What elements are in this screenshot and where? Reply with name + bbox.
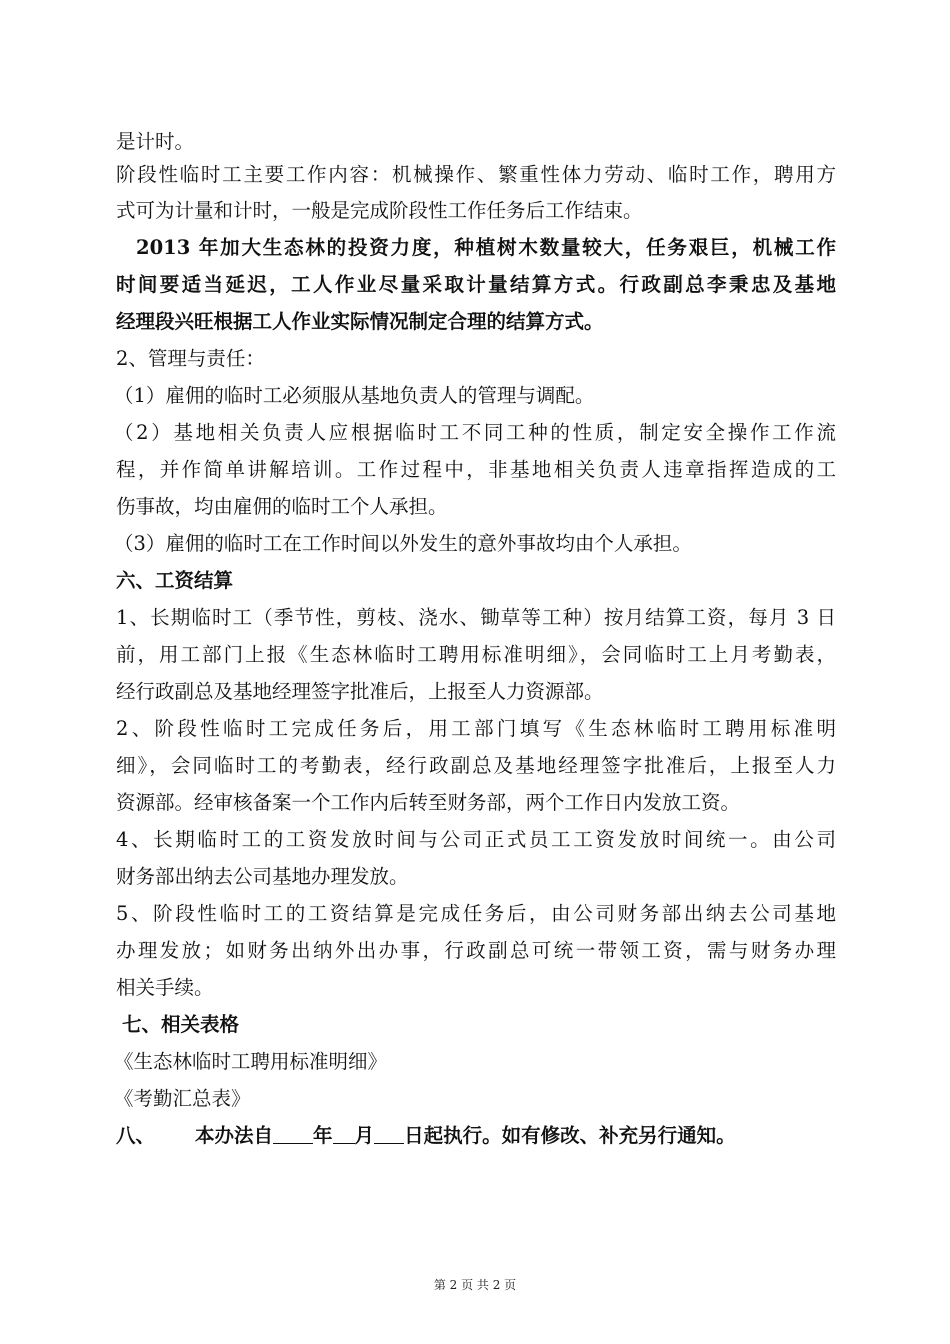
bold-paragraph-line: 经理段兴旺根据工人作业实际情况制定合理的结算方式。: [116, 310, 604, 333]
text-line: 阶段性临时工主要工作内容：机械操作、繁重性体力劳动、临时工作，聘用方: [116, 163, 836, 186]
text-line: 财务部出纳去公司基地办理发放。: [116, 865, 409, 888]
blank-day: [374, 1121, 404, 1144]
clause-text: 年: [313, 1124, 333, 1147]
section-heading: 七、相关表格: [122, 1013, 240, 1036]
blank-month: [333, 1121, 355, 1144]
list-item: 1、长期临时工（季节性，剪枝、浇水、锄草等工种）按月结算工资，每月 3 日: [116, 606, 836, 629]
form-title: 《考勤汇总表》: [114, 1087, 251, 1110]
list-item: 5、阶段性临时工的工资结算是完成任务后，由公司财务部出纳去公司基地: [116, 902, 836, 925]
text-line: 办理发放；如财务出纳外出办事，行政副总可统一带领工资，需与财务办理: [116, 939, 836, 962]
list-item: （3）雇佣的临时工在工作时间以外发生的意外事故均由个人承担。: [114, 532, 692, 555]
clause-text: 月: [354, 1124, 375, 1147]
blank-year: [273, 1121, 313, 1144]
section-heading: 六、工资结算: [116, 569, 234, 592]
bold-paragraph-line: 时间要适当延迟，工人作业尽量采取计量结算方式。行政副总李秉忠及基地: [116, 273, 836, 296]
text-line: 相关手续。: [116, 976, 214, 999]
text-line: 式可为计量和计时，一般是完成阶段性工作任务后工作结束。: [116, 199, 643, 222]
form-title: 《生态林临时工聘用标准明细》: [114, 1050, 388, 1073]
clause-text: 本办法自: [195, 1124, 274, 1147]
section-heading: 2、管理与责任：: [116, 347, 265, 370]
list-item: （1）雇佣的临时工必须服从基地负责人的管理与调配。: [114, 384, 595, 407]
text-line: 细》，会同临时工的考勤表，经行政副总及基地经理签字批准后，上报至人力: [116, 754, 836, 777]
clause-number: 八、: [116, 1124, 156, 1147]
list-item: （2）基地相关负责人应根据临时工不同工种的性质，制定安全操作工作流: [114, 421, 836, 444]
text-line: 程，并作简单讲解培训。工作过程中，非基地相关负责人违章指挥造成的工: [116, 458, 836, 481]
text-line: 经行政副总及基地经理签字批准后，上报至人力资源部。: [116, 680, 604, 703]
list-item: 2、阶段性临时工完成任务后，用工部门填写《生态林临时工聘用标准明: [116, 717, 836, 740]
text-line: 伤事故，均由雇佣的临时工个人承担。: [116, 495, 448, 518]
final-clause: [116, 1117, 836, 1154]
text-line: 资源部。经审核备案一个工作内后转至财务部，两个工作日内发放工资。: [116, 791, 741, 814]
clause-text: 日起执行。如有修改、补充另行通知。: [404, 1124, 736, 1147]
text-line: 前，用工部门上报《生态林临时工聘用标准明细》，会同临时工上月考勤表，: [116, 643, 836, 666]
page-footer: 第 2 页 共 2 页: [433, 1278, 517, 1292]
list-item: 4、长期临时工的工资发放时间与公司正式员工工资发放时间统一。由公司: [116, 828, 836, 851]
text-line: 是计时。: [116, 130, 195, 153]
bold-paragraph-line: 2013 年加大生态林的投资力度，种植树木数量较大，任务艰巨，机械工作: [136, 236, 836, 259]
